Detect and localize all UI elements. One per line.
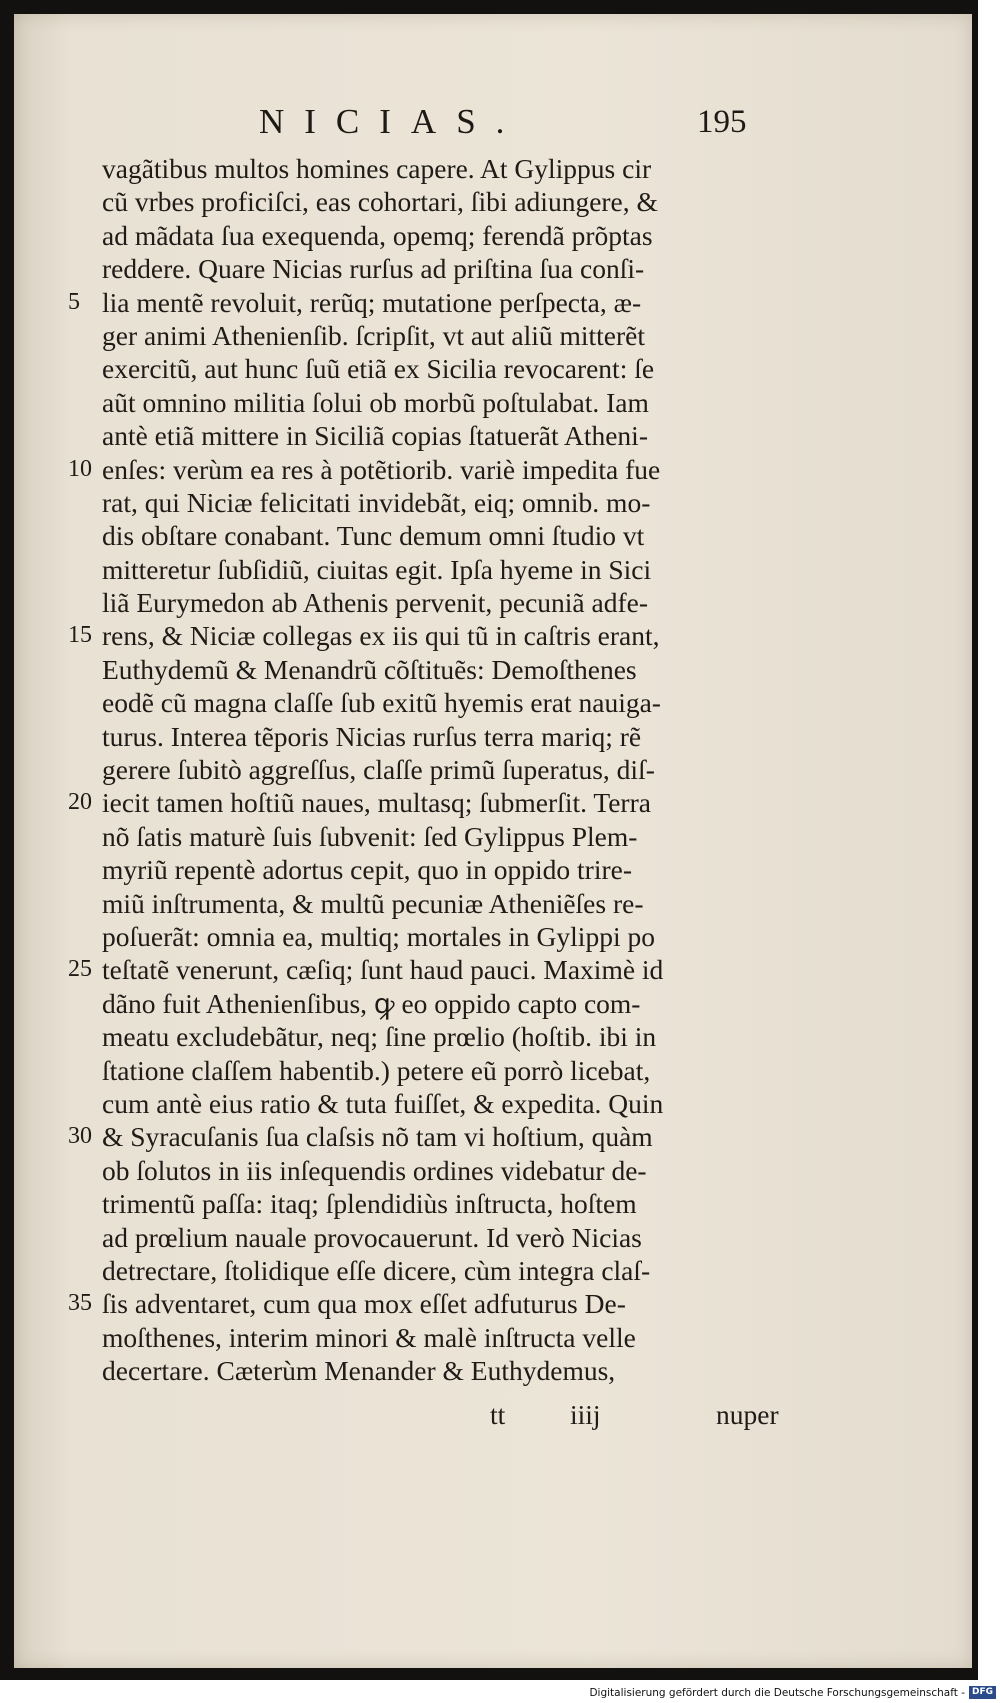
text-line bbox=[102, 486, 762, 519]
line-text: dis obſtare conabant. Tunc demum omni ſtudio vt bbox=[102, 520, 645, 552]
line-text: ſtatione claſſem habentib.) petere eũ porrò licebat, bbox=[102, 1054, 651, 1086]
signature-quire: iiij bbox=[570, 1399, 601, 1430]
running-head: NICIAS. bbox=[259, 102, 525, 141]
line-text: reddere. Quare Nicias rurſus ad priſtina ſua conſi- bbox=[102, 253, 645, 285]
line-text: exercitũ, aut hunc ſuũ etiã ex Sicilia revocarent: ſe bbox=[102, 353, 655, 385]
line-text: dãno fuit Athenienſibus, ꝙ eo oppido capto com- bbox=[102, 987, 641, 1019]
text-line bbox=[102, 1054, 762, 1087]
line-text: detrectare, ſtolidique eſſe dicere, cùm integra claſ- bbox=[102, 1254, 651, 1286]
text-line bbox=[102, 152, 762, 185]
line-text: poſuerãt: omnia ea, multiq; mortales in Gylippi po bbox=[102, 920, 655, 952]
text-line bbox=[102, 1154, 762, 1187]
text-line bbox=[102, 185, 762, 218]
text-line bbox=[102, 686, 762, 719]
text-line bbox=[102, 853, 762, 886]
line-text: ger animi Athenienſib. ſcripſit, vt aut aliũ mitterẽt bbox=[102, 319, 645, 351]
line-text: aũt omnino militia ſolui ob morbũ poſtulabat. Iam bbox=[102, 386, 649, 418]
text-line bbox=[102, 553, 762, 586]
text-line bbox=[102, 352, 762, 385]
line-text: antè etiã mittere in Siciliã copias ſtatuerãt Atheni- bbox=[102, 420, 648, 452]
line-text: & Syracuſanis ſua claſsis nõ tam vi hoſtium, quàm bbox=[102, 1121, 653, 1153]
text-line bbox=[102, 586, 762, 619]
line-text: eodẽ cũ magna claſſe ſub exitũ hyemis erat nauiga- bbox=[102, 687, 661, 719]
line-text: decertare. Cæterùm Menander & Euthydemus, bbox=[102, 1355, 616, 1387]
text-block bbox=[68, 152, 762, 1387]
digitization-credit bbox=[589, 1686, 996, 1699]
signature-mark bbox=[490, 1399, 666, 1431]
text-line bbox=[102, 820, 762, 853]
line-text: iecit tamen hoſtiũ naues, multasq; ſubmerſit. Terra bbox=[102, 787, 651, 819]
line-text: moſthenes, interim minori & malè inſtructa velle bbox=[102, 1321, 636, 1353]
line-text: lia mentẽ revoluit, rerũq; mutatione perſpecta, æ- bbox=[102, 286, 642, 318]
text-line bbox=[102, 887, 762, 920]
book-page bbox=[14, 14, 972, 1668]
text-line bbox=[102, 219, 762, 252]
line-text: rens, & Niciæ collegas ex iis qui tũ in caſtris erant, bbox=[102, 620, 660, 652]
line-text: trimentũ paſſa: itaq; ſplendidiùs inſtructa, hoſtem bbox=[102, 1188, 637, 1220]
line-text: ad prœlium nauale provocauerunt. Id verò Nicias bbox=[102, 1221, 642, 1253]
text-line bbox=[102, 1221, 762, 1254]
line-text: mitteretur ſubſidiũ, ciuitas egit. Ipſa hyeme in Sici bbox=[102, 553, 652, 585]
line-text: gerere ſubitò aggreſſus, claſſe primũ ſuperatus, diſ- bbox=[102, 754, 655, 786]
text-line bbox=[68, 286, 762, 319]
line-text: Euthydemũ & Menandrũ cõſtituẽs: Demoſthenes bbox=[102, 653, 637, 685]
catchword: nuper bbox=[716, 1399, 779, 1430]
signature-letters: tt bbox=[490, 1399, 506, 1430]
line-text: cũ vrbes proficiſci, eas cohortari, ſibi adiungere, & bbox=[102, 186, 658, 218]
text-line bbox=[102, 1020, 762, 1053]
text-line bbox=[102, 1254, 762, 1287]
text-line bbox=[102, 1087, 762, 1120]
text-line bbox=[102, 753, 762, 786]
dfg-logo: DFG bbox=[969, 1686, 996, 1699]
line-text: cum antè eius ratio & tuta fuiſſet, & expedita. Quin bbox=[102, 1087, 664, 1119]
text-line bbox=[102, 653, 762, 686]
line-text: nõ ſatis maturè ſuis ſubvenit: ſed Gylippus Plem- bbox=[102, 820, 638, 852]
text-line bbox=[68, 619, 762, 652]
line-text: ſis adventaret, cum qua mox eſſet adfuturus De- bbox=[102, 1288, 626, 1320]
text-line bbox=[102, 920, 762, 953]
line-text: turus. Interea tẽporis Nicias rurſus terra mariq; rẽ bbox=[102, 720, 642, 752]
text-line bbox=[102, 1354, 762, 1387]
line-text: enſes: verùm ea res à potẽtiorib. variè impedita fue bbox=[102, 453, 661, 485]
text-line bbox=[102, 1187, 762, 1220]
text-line bbox=[102, 519, 762, 552]
line-number: 20 bbox=[68, 789, 92, 816]
line-text: ad mãdata ſua exequenda, opemq; ferendã prõptas bbox=[102, 219, 653, 251]
text-line bbox=[68, 1120, 762, 1153]
text-line bbox=[68, 1287, 762, 1320]
line-text: rat, qui Niciæ felicitati invidebãt, eiq; omnib. mo- bbox=[102, 486, 651, 518]
text-line bbox=[102, 987, 762, 1020]
text-line bbox=[102, 419, 762, 452]
line-text: meatu excludebãtur, neq; ſine prœlio (hoſtib. ibi in bbox=[102, 1021, 657, 1053]
text-line bbox=[102, 319, 762, 352]
page-number: 195 bbox=[697, 104, 747, 140]
text-line bbox=[68, 953, 762, 986]
text-line bbox=[102, 386, 762, 419]
text-line bbox=[68, 453, 762, 486]
line-number: 25 bbox=[68, 956, 92, 983]
text-line bbox=[102, 720, 762, 753]
text-line bbox=[102, 252, 762, 285]
line-number: 35 bbox=[68, 1290, 92, 1317]
line-number: 30 bbox=[68, 1123, 92, 1150]
text-line bbox=[68, 786, 762, 819]
line-text: teſtatẽ venerunt, cæſiq; ſunt haud pauci. Maximè id bbox=[102, 954, 664, 986]
credit-text: Digitalisierung gefördert durch die Deutsche Forschungsgemeinschaft - bbox=[589, 1686, 965, 1699]
line-text: vagãtibus multos homines capere. At Gylippus cir bbox=[102, 153, 652, 184]
line-text: ob ſolutos in iis inſequendis ordines videbatur de- bbox=[102, 1154, 647, 1186]
line-number: 10 bbox=[68, 455, 92, 482]
line-number: 5 bbox=[68, 288, 80, 315]
line-text: myriũ repentè adortus cepit, quo in oppido trire- bbox=[102, 854, 632, 886]
line-number: 15 bbox=[68, 622, 92, 649]
line-text: liã Eurymedon ab Athenis pervenit, pecuniã adfe- bbox=[102, 587, 648, 619]
line-text: miũ inſtrumenta, & multũ pecuniæ Atheniẽſes re- bbox=[102, 887, 644, 919]
text-line bbox=[102, 1321, 762, 1354]
